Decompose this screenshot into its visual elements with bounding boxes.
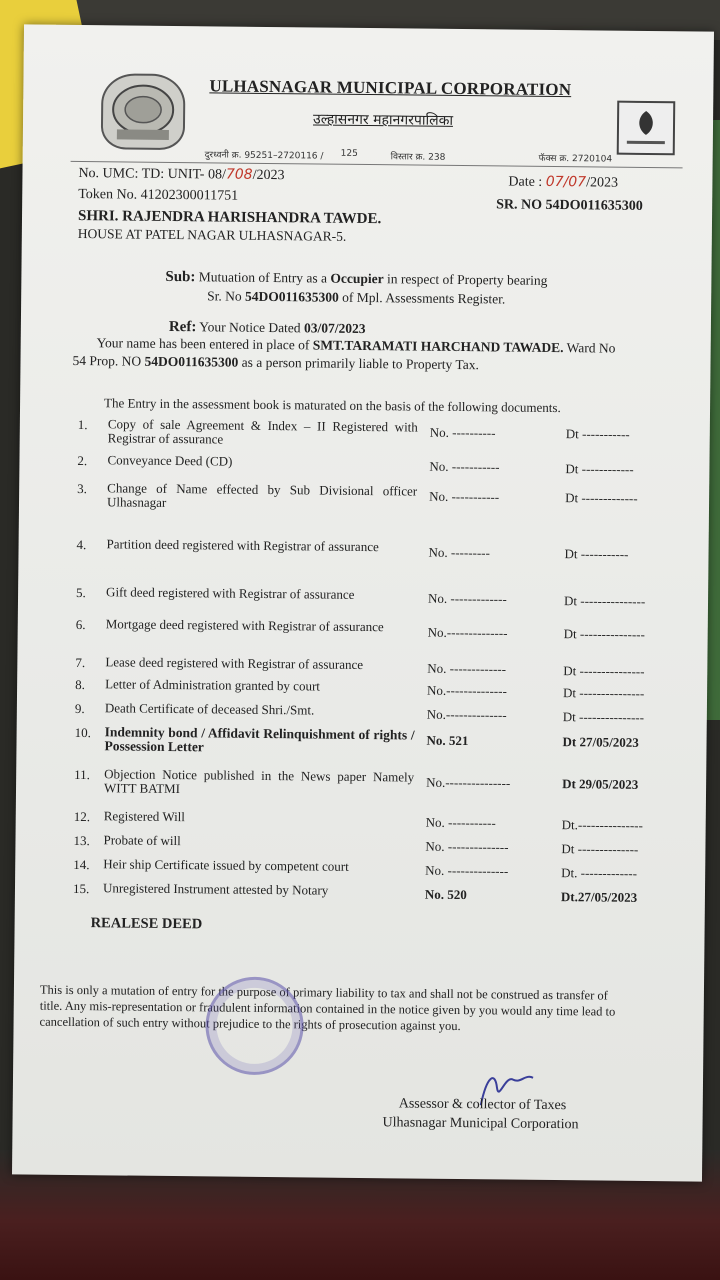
- addressee-name: SHRI. RAJENDRA HARISHANDRA TAWDE.: [77, 207, 382, 228]
- corporation-title: ULHASNAGAR MUNICIPAL CORPORATION: [209, 76, 572, 100]
- ref-date: 03/07/2023: [303, 320, 366, 337]
- reference-number-prefix: No. UMC: TD: UNIT- 08/: [78, 165, 226, 183]
- document-number-field: No. -----------: [429, 488, 500, 505]
- document-type: Lease deed registered with Registrar of assurance: [105, 654, 364, 673]
- subject-text-c: in respect of Property bearing: [386, 271, 548, 288]
- sr-number: SR. NO 54DO011635300: [496, 197, 643, 214]
- document-number: 14.: [73, 856, 90, 873]
- document-type: Gift deed registered with Registrar of assurance: [106, 584, 355, 602]
- document-date-field: Dt ---------------: [563, 663, 645, 679]
- document-type: Conveyance Deed (CD): [107, 452, 233, 469]
- document-date-field: Dt 27/05/2023: [562, 734, 639, 750]
- document-number: 10.: [74, 724, 91, 741]
- document-number: 12.: [73, 808, 91, 825]
- document-date-field: Dt ---------------: [563, 626, 645, 642]
- notice-line-2: title. Any mis-representation or fraudulent information contained in the notice given by you would any time lead to: [39, 998, 616, 1019]
- document-date-field: Dt ------------: [565, 461, 634, 477]
- document-type: Letter of Administration granted by court: [105, 676, 321, 694]
- document-number-field: No. --------------: [425, 838, 509, 855]
- document-number: 15.: [72, 880, 90, 897]
- reference-number: [78, 165, 284, 184]
- document-type: Registered Will: [103, 808, 186, 825]
- body-text-c: as a person primarily liable to Property Tax.: [241, 354, 479, 373]
- document-number-field: No.---------------: [426, 774, 511, 791]
- document-number: 7.: [75, 654, 86, 671]
- document-date-field: Dt ---------------: [562, 709, 645, 725]
- reference-line: [169, 319, 366, 338]
- emblem-logo: [617, 101, 676, 156]
- document-type: Probate of will: [103, 832, 181, 849]
- document-number: 4.: [76, 536, 87, 553]
- document-type: Mortgage deed registered with Registrar of assurance: [105, 616, 384, 635]
- ref-label: Ref:: [168, 318, 197, 336]
- document-number-field: No.--------------: [427, 624, 508, 641]
- phone-number: दुरध्वनी क्र. 95251–2720116 /: [204, 150, 324, 162]
- body-line-2: [72, 353, 479, 373]
- document-date-field: Dt 29/05/2023: [562, 776, 639, 792]
- official-stamp: [205, 976, 304, 1075]
- reference-number-handwritten: 708: [225, 166, 253, 183]
- signatory-office: Ulhasnagar Municipal Corporation: [382, 1115, 579, 1133]
- document-date-field: Dt ---------------: [563, 593, 646, 609]
- subject-srno-label: Sr. No: [207, 288, 242, 304]
- document-number-field: No. -------------: [427, 590, 507, 607]
- document-number-field: No. -----------: [425, 814, 496, 831]
- fax-number: फॅक्स क्र. 2720104: [538, 153, 613, 165]
- document-type: Change of Name effected by Sub Divisional officer Ulhasnagar: [106, 480, 418, 510]
- document-type: Indemnity bond / Affidavit Relinquishment of rights / Possession Letter: [104, 724, 415, 755]
- ward-label: Ward No: [566, 340, 616, 356]
- document-number: 2.: [77, 453, 88, 469]
- document-number: 11.: [74, 766, 91, 783]
- document-number-field: No. 521: [426, 732, 469, 749]
- corporation-logo: [101, 73, 186, 150]
- document-number: 8.: [75, 676, 85, 693]
- document-date-field: Dt ---------------: [562, 685, 645, 701]
- document-number-field: No. 520: [424, 886, 467, 903]
- ref-text: Your Notice Dated: [199, 319, 301, 336]
- phone-extension-number: 125: [340, 148, 358, 159]
- document-number-field: No. ---------: [428, 544, 490, 561]
- document-number: 1.: [77, 417, 88, 433]
- corporation-title-hindi: उल्हासनगर महानगरपालिका: [312, 111, 454, 129]
- document-number-field: No. -----------: [429, 458, 500, 475]
- subject-line-1: [165, 269, 547, 290]
- subject-text-a: Mutuation of Entry as a: [198, 269, 328, 286]
- subject-label: Sub:: [165, 268, 196, 286]
- document-number-field: No.--------------: [427, 682, 507, 699]
- notice-line-3: cancellation of such entry without prejudice to the rights of prosecution against you.: [39, 1014, 461, 1034]
- subject-srno: 54DO011635300: [245, 288, 339, 305]
- document-type: Death Certificate of deceased Shri./Smt.: [104, 700, 315, 718]
- subject-occupier: Occupier: [330, 270, 384, 287]
- document-date-field: Dt -------------: [565, 490, 638, 506]
- document-type: Partition deed registered with Registrar of assurance: [106, 536, 379, 555]
- document-date-field: Dt. -------------: [561, 865, 638, 881]
- document-number-field: No.--------------: [426, 706, 507, 723]
- document-type: Objection Notice published in the News paper Namely WITT BATMI: [103, 766, 415, 797]
- token-number: Token No. 41202300011751: [78, 186, 239, 204]
- notice-line-1: This is only a mutation of entry for the purpose of primary liability to tax and shall not be construed as transfer of: [39, 982, 608, 1003]
- body-text-a: Your name has been entered in place of: [96, 335, 310, 353]
- document-date-field: Dt.---------------: [561, 817, 643, 833]
- document-number: 9.: [74, 700, 85, 717]
- addressee-address: HOUSE AT PATEL NAGAR ULHASNAGAR-5.: [77, 225, 347, 244]
- release-deed-label: REALESE DEED: [90, 915, 203, 933]
- document-number: 6.: [75, 616, 86, 633]
- date-label: Date :: [508, 174, 543, 190]
- property-number: 54DO011635300: [144, 353, 239, 370]
- document-date-field: Dt --------------: [561, 841, 639, 857]
- document-number: 13.: [73, 832, 90, 849]
- extension-number: विस्तार क्र. 238: [390, 152, 446, 163]
- document-number-field: No. ----------: [429, 424, 496, 441]
- document-page: [12, 24, 714, 1181]
- reference-number-year: /2023: [252, 167, 285, 184]
- subject-register: of Mpl. Assessments Register.: [342, 289, 506, 307]
- subject-line-2: [207, 288, 505, 307]
- document-date-field: Dt.27/05/2023: [560, 889, 638, 905]
- document-number: 3.: [77, 481, 88, 497]
- ward-prop-label: 54 Prop. NO: [72, 352, 142, 369]
- date-handwritten: 07/07: [545, 173, 587, 191]
- letter-date: [508, 174, 618, 192]
- previous-owner-name: SMT.TARAMATI HARCHAND TAWADE.: [312, 337, 564, 356]
- document-number-field: No. --------------: [425, 862, 509, 879]
- document-type: Copy of sale Agreement & Index – II Registered with Registrar of assurance: [107, 416, 418, 447]
- document-date-field: Dt -----------: [564, 546, 629, 562]
- document-date-field: Dt -----------: [565, 426, 630, 442]
- date-year: /2023: [586, 175, 619, 191]
- document-type: Unregistered Instrument attested by Notary: [102, 880, 329, 898]
- signatory-title: Assessor & collector of Taxes: [398, 1096, 567, 1114]
- document-number-field: No. -------------: [427, 660, 507, 677]
- entry-intro: The Entry in the assessment book is maturated on the basis of the following documents.: [104, 395, 561, 416]
- document-number: 5.: [76, 584, 86, 601]
- document-type: Heir ship Certificate issued by competent court: [103, 856, 349, 874]
